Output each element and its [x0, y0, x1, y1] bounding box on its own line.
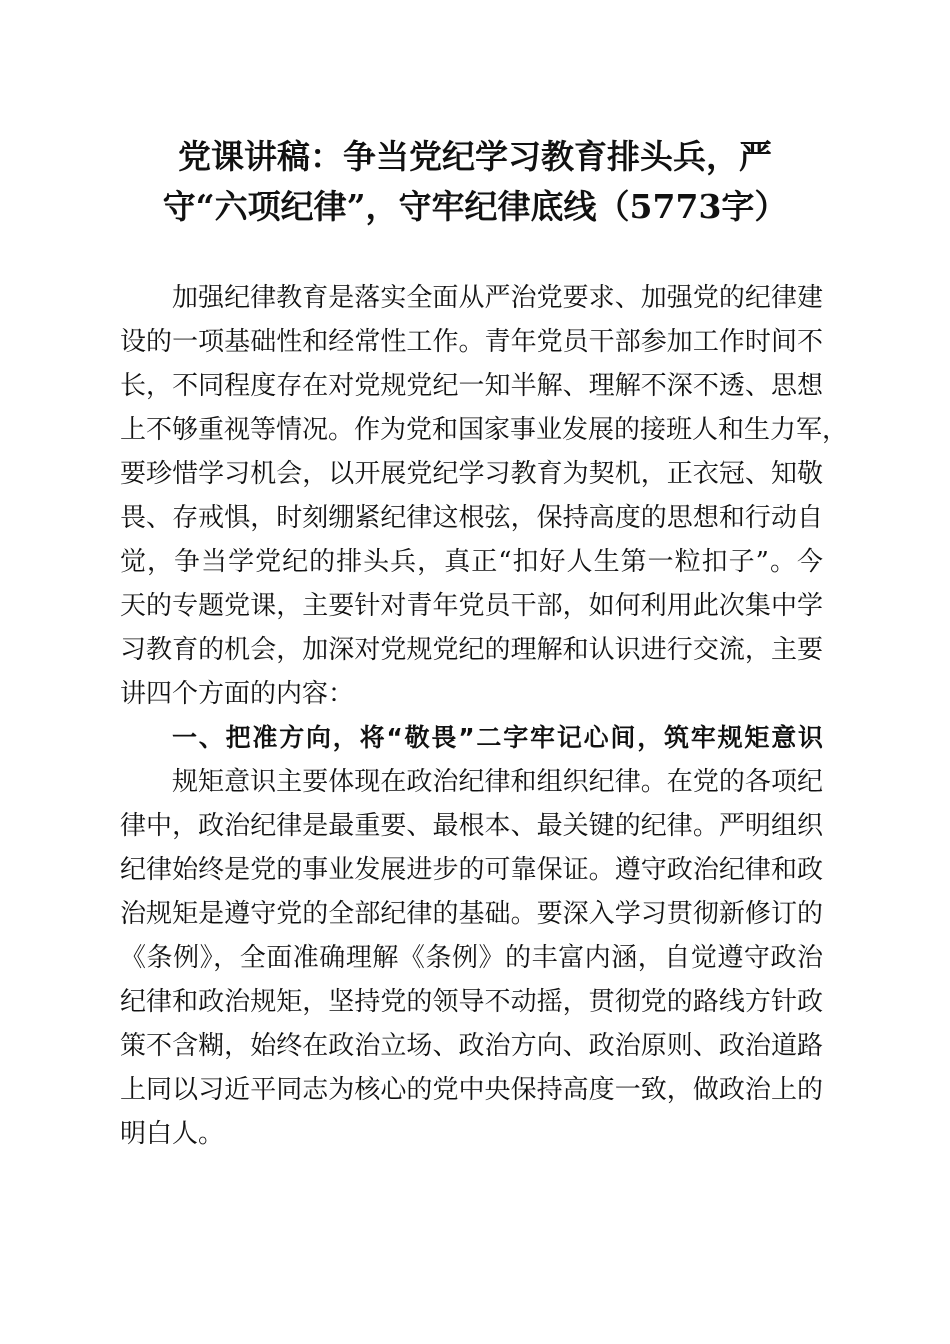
text-line: 觉，争当学党纪的排头兵，真正“扣好人生第一粒扣子”。今	[120, 547, 823, 577]
text-line: 纪律始终是党的事业发展进步的可靠保证。遵守政治纪律和政	[120, 855, 823, 885]
text-line: 明白人。	[120, 1119, 225, 1149]
document-body	[120, 276, 849, 1156]
paragraph-intro	[120, 276, 849, 716]
paragraph-section-1	[120, 760, 823, 1156]
text-line: 设的一项基础性和经常性工作。青年党员干部参加工作时间不	[120, 327, 823, 357]
text-line: 治规矩是遵守党的全部纪律的基础。要深入学习贯彻新修订的	[120, 899, 823, 929]
text-line: 畏、存戒惧，时刻绷紧纪律这根弦，保持高度的思想和行动自	[120, 503, 823, 533]
text-line: 讲四个方面的内容：	[120, 679, 355, 709]
text-line: 加强纪律教育是落实全面从严治党要求、加强党的纪律建	[172, 283, 823, 313]
text-line: 要珍惜学习机会，以开展党纪学习教育为契机，正衣冠、知敬	[120, 459, 823, 489]
text-line: 策不含糊，始终在政治立场、政治方向、政治原则、政治道路	[120, 1031, 823, 1061]
text-line: 律中，政治纪律是最重要、最根本、最关键的纪律。严明组织	[120, 811, 823, 841]
text-line: 上同以习近平同志为核心的党中央保持高度一致，做政治上的	[120, 1075, 823, 1105]
text-line: 上不够重视等情况。作为党和国家事业发展的接班人和生力军，	[120, 415, 849, 445]
text-line: 规矩意识主要体现在政治纪律和组织纪律。在党的各项纪	[172, 767, 823, 797]
text-line: 长，不同程度存在对党规党纪一知半解、理解不深不透、思想	[120, 371, 823, 401]
section-heading: 一、把准方向，将“敬畏”二字牢记心间，筑牢规矩意识	[172, 723, 823, 752]
title-line: 守“六项纪律”，守牢纪律底线（5773字）	[162, 187, 788, 226]
text-line: 纪律和政治规矩，坚持党的领导不动摇，贯彻党的路线方针政	[120, 987, 823, 1017]
text-line: 《条例》，全面准确理解《条例》的丰富内涵，自觉遵守政治	[120, 943, 823, 973]
text-line: 天的专题党课，主要针对青年党员干部，如何利用此次集中学	[120, 591, 823, 621]
text-line: 习教育的机会，加深对党规党纪的理解和认识进行交流，主要	[120, 635, 823, 665]
title-line: 党课讲稿：争当党纪学习教育排头兵，严	[178, 137, 772, 176]
document-title	[110, 132, 840, 232]
